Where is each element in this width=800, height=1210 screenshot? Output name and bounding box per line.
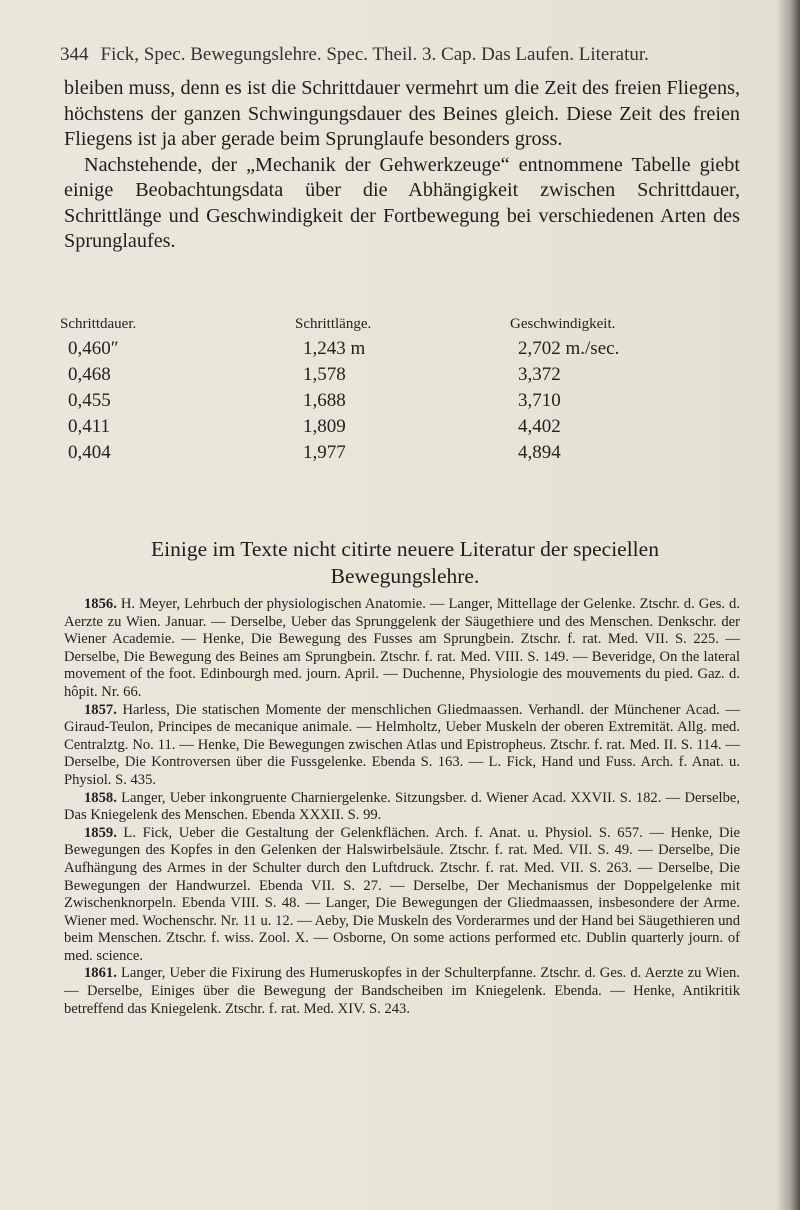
reference-text: Langer, Ueber inkongruente Charniergelenke. Sitzungsber. d. Wiener Acad. XXVII. S. 182. — Derselbe, Das Kniegelenk des Menschen. Ebenda XXXII. S. 99. [64, 789, 740, 824]
table-cell: 0,460″ [68, 338, 119, 359]
running-title: Fick, Spec. Bewegungslehre. Spec. Theil. 3. Cap. Das Laufen. Literatur. [100, 44, 649, 65]
reference-year: 1857. [84, 701, 117, 718]
data-table [60, 316, 750, 466]
reference-text: Harless, Die statischen Momente der menschlichen Gliedmaassen. Verhandl. der Münchener Acad. — Giraud-Teulon, Principes de mecanique animale. — Helmholtz, Ueber Muskeln der oberen Extremität. Allg. med. Centralztg. No. 11. — Henke, Die Bewegungen zwischen Atlas und Epistropheus. Ztschr. f. rat. Med. II. S. 114. — Derselbe, Die Kontroversen über die Fussgelenke. Ebenda S. 163. — L. Fick, Hand und Fuss. Arch. f. Anat. u. Physiol. S. 435. [64, 701, 740, 788]
reference-entry [64, 965, 740, 1018]
table-cell: 4,894 [518, 442, 561, 463]
table-cell: 0,468 [68, 364, 111, 385]
table-cell: 1,977 [303, 442, 346, 463]
table-row [60, 362, 750, 388]
reference-year: 1858. [84, 789, 117, 806]
running-header [60, 44, 740, 66]
reference-year: 1861. [84, 965, 117, 982]
reference-year: 1856. [84, 596, 117, 612]
header-geschwindigkeit: Geschwindigkeit. [510, 316, 616, 332]
reference-year: 1859. [84, 824, 117, 841]
page-number: 344 [60, 44, 89, 65]
page-edge-shadow [776, 0, 800, 1210]
reference-entry [64, 825, 740, 966]
body-text [64, 76, 740, 255]
section-title-line-1: Einige im Texte nicht citirte neuere Literatur der speciellen [151, 537, 659, 561]
table-cell: 3,372 [518, 364, 561, 385]
table-cell: 1,809 [303, 416, 346, 437]
reference-text: L. Fick, Ueber die Gestaltung der Gelenkflächen. Arch. f. Anat. u. Physiol. S. 657. — Henke, Die Bewegungen des Kopfes in den Gelenken der Halswirbelsäule. Ztschr. f. rat. Med. VII. S. 49. — Derselbe, Die Aufhängung des Armes in der Schulter durch den Luftdruck. Ztschr. f. rat. Med. VII. S. 263. — Derselbe, Die Bewegungen der Handwurzel. Ebenda VII. S. 27. — Derselbe, Der Mechanismus der Doppelgelenke mit Zwischenknorpeln. Ebenda VIII. S. 48. — Langer, Die Bewegungen der Gliedmaassen, insbesondere der Arme. Wiener med. Wochenschr. Nr. 11 u. 12. — Aeby, Die Muskeln des Vorderarmes und der Hand bei Säugethieren und beim Menschen. Ztschr. f. wiss. Zool. X. — Osborne, On some actions performed etc. Dublin quarterly journ. of med. science. [64, 824, 740, 964]
section-title [60, 536, 750, 590]
table-header-row [60, 316, 750, 336]
paragraph-2: Nachstehende, der „Mechanik der Gehwerkzeuge“ entnommene Tabelle giebt einige Beobachtungsdata über die Abhängigkeit zwischen Schrittdauer, Schrittlänge und Geschwindigkeit der Fortbewegung bei verschiedenen Arten des Sprunglaufes. [64, 153, 740, 252]
table-cell: 0,411 [68, 416, 111, 437]
table-cell: 3,710 [518, 390, 561, 411]
table-row [60, 414, 750, 440]
table-cell: 2,702 m./sec. [518, 338, 620, 359]
table-cell: 1,578 [303, 364, 346, 385]
paragraph-1: bleiben muss, denn es ist die Schrittdauer vermehrt um die Zeit des freien Fliegens, höchstens der ganzen Schwingungsdauer des Beines gleich. Diese Zeit des freien Fliegens ist ja aber gerade beim Sprunglaufe besonders gross. [64, 77, 740, 150]
reference-entry [64, 702, 740, 790]
table-cell: 1,243 m [303, 338, 366, 359]
reference-text: H. Meyer, Lehrbuch der physiologischen Anatomie. — Langer, Mittellage der Gelenke. Ztschr. d. Ges. d. Aerzte zu Wien. Januar. — Derselbe, Ueber das Sprunggelenk der Säugethiere und des Menschen. Denkschr. der Wiener Academie. — Henke, Die Bewegung des Fusses am Sprungbein. Ztschr. f. rat. Med. VII. S. 225. — Derselbe, Die Bewegung des Beines am Sprungbein. Ztschr. f. rat. Med. VIII. S. 149. — Beveridge, On the lateral movement of the foot. Edinbourgh med. journ. April. — Duchenne, Physiologie des mouvements du pied. Gaz. d. hôpit. Nr. 66. [64, 596, 740, 700]
table-row [60, 388, 750, 414]
references-list [64, 596, 740, 1018]
reference-text: Langer, Ueber die Fixirung des Humeruskopfes in der Schulterpfanne. Ztschr. d. Ges. d. Aerzte zu Wien. — Derselbe, Einiges über die Bewegung der Bandscheiben im Kniegelenk. Ebenda. — Henke, Antikritik betreffend das Kniegelenk. Ztschr. f. rat. Med. XIV. S. 243. [64, 965, 740, 1017]
table-row [60, 440, 750, 466]
table-cell: 0,404 [68, 442, 111, 463]
reference-entry [64, 596, 740, 702]
table-cell: 4,402 [518, 416, 561, 437]
table-cell: 1,688 [303, 390, 346, 411]
section-title-line-2: Bewegungslehre. [330, 564, 480, 588]
table-row [60, 336, 750, 362]
table-cell: 0,455 [68, 390, 111, 411]
reference-entry [64, 790, 740, 825]
header-schrittdauer: Schrittdauer. [60, 316, 137, 332]
header-schrittlaenge: Schrittlänge. [295, 316, 372, 332]
